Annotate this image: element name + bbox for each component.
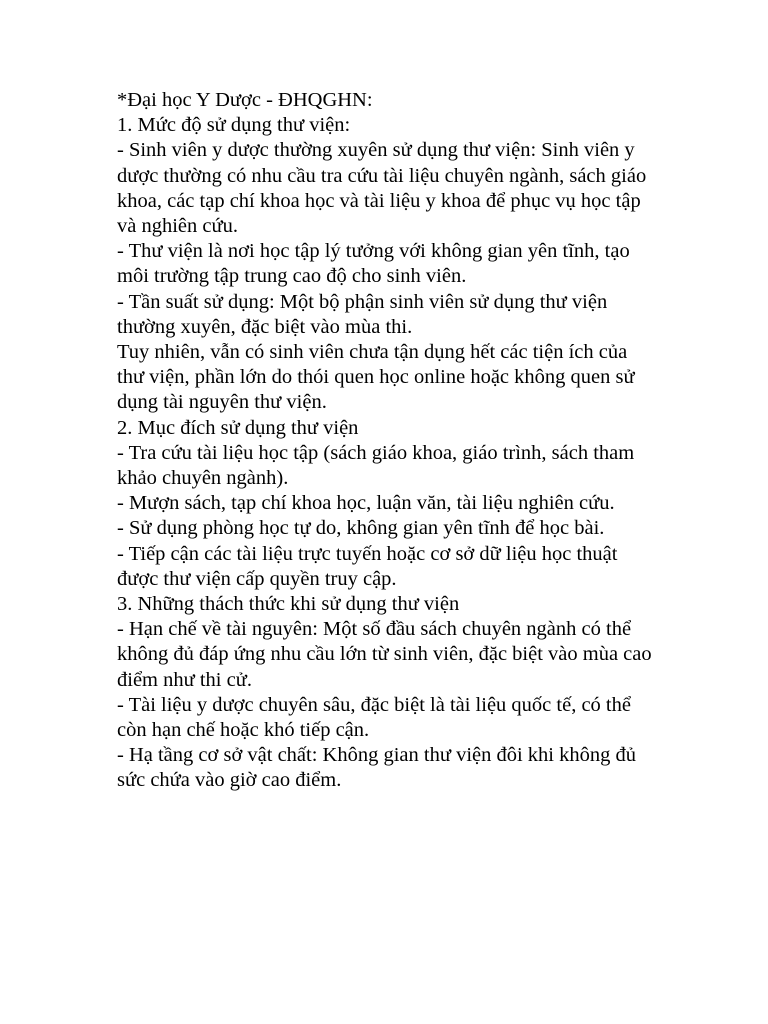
paragraph-challenge-resources: - Hạn chế về tài nguyên: Một số đầu sách chuyên ngành có thể không đủ đáp ứng nhu cầu lớn từ sinh viên, đặc biệt vào mùa cao điểm như thi cử. bbox=[117, 618, 652, 691]
paragraph-challenge-specialized: - Tài liệu y dược chuyên sâu, đặc biệt là tài liệu quốc tế, có thể còn hạn chế hoặc khó tiếp cận. bbox=[117, 693, 631, 742]
paragraph-purpose-online: - Tiếp cận các tài liệu trực tuyến hoặc cơ sở dữ liệu học thuật được thư viện cấp quyền truy cập. bbox=[117, 542, 618, 590]
document-page bbox=[117, 88, 657, 794]
section-heading-usage-level: 1. Mức độ sử dụng thư viện: bbox=[117, 114, 351, 137]
section-heading-challenges: 3. Những thách thức khi sử dụng thư viện bbox=[117, 593, 460, 616]
paragraph-purpose-borrow: - Mượn sách, tạp chí khoa học, luận văn, tài liệu nghiên cứu. bbox=[117, 492, 615, 515]
section-heading-university: *Đại học Y Dược - ĐHQGHN: bbox=[117, 89, 373, 111]
paragraph-ideal-space: - Thư viện là nơi học tập lý tưởng với không gian yên tĩnh, tạo môi trường tập trung cao độ cho sinh viên. bbox=[117, 240, 630, 288]
paragraph-however: Tuy nhiên, vẫn có sinh viên chưa tận dụng hết các tiện ích của thư viện, phần lớn do thói quen học online hoặc không quen sử dụng tài nguyên thư viện. bbox=[117, 341, 635, 414]
section-heading-purpose: 2. Mục đích sử dụng thư viện bbox=[117, 416, 359, 439]
paragraph-purpose-lookup: - Tra cứu tài liệu học tập (sách giáo khoa, giáo trình, sách tham khảo chuyên ngành). bbox=[117, 441, 635, 490]
paragraph-frequency: - Tần suất sử dụng: Một bộ phận sinh viên sử dụng thư viện thường xuyên, đặc biệt vào mùa thi. bbox=[117, 290, 608, 338]
paragraph-frequent-use: - Sinh viên y dược thường xuyên sử dụng thư viện: Sinh viên y dược thường có nhu cầu tra cứu tài liệu chuyên ngành, sách giáo khoa, các tạp chí khoa học và tài liệu y khoa để phục vụ học tập và nghiên cứu. bbox=[117, 139, 647, 238]
paragraph-purpose-study-room: - Sử dụng phòng học tự do, không gian yên tĩnh để học bài. bbox=[117, 517, 605, 540]
paragraph-challenge-infrastructure: - Hạ tầng cơ sở vật chất: Không gian thư viện đôi khi không đủ sức chứa vào giờ cao điểm. bbox=[117, 744, 637, 792]
